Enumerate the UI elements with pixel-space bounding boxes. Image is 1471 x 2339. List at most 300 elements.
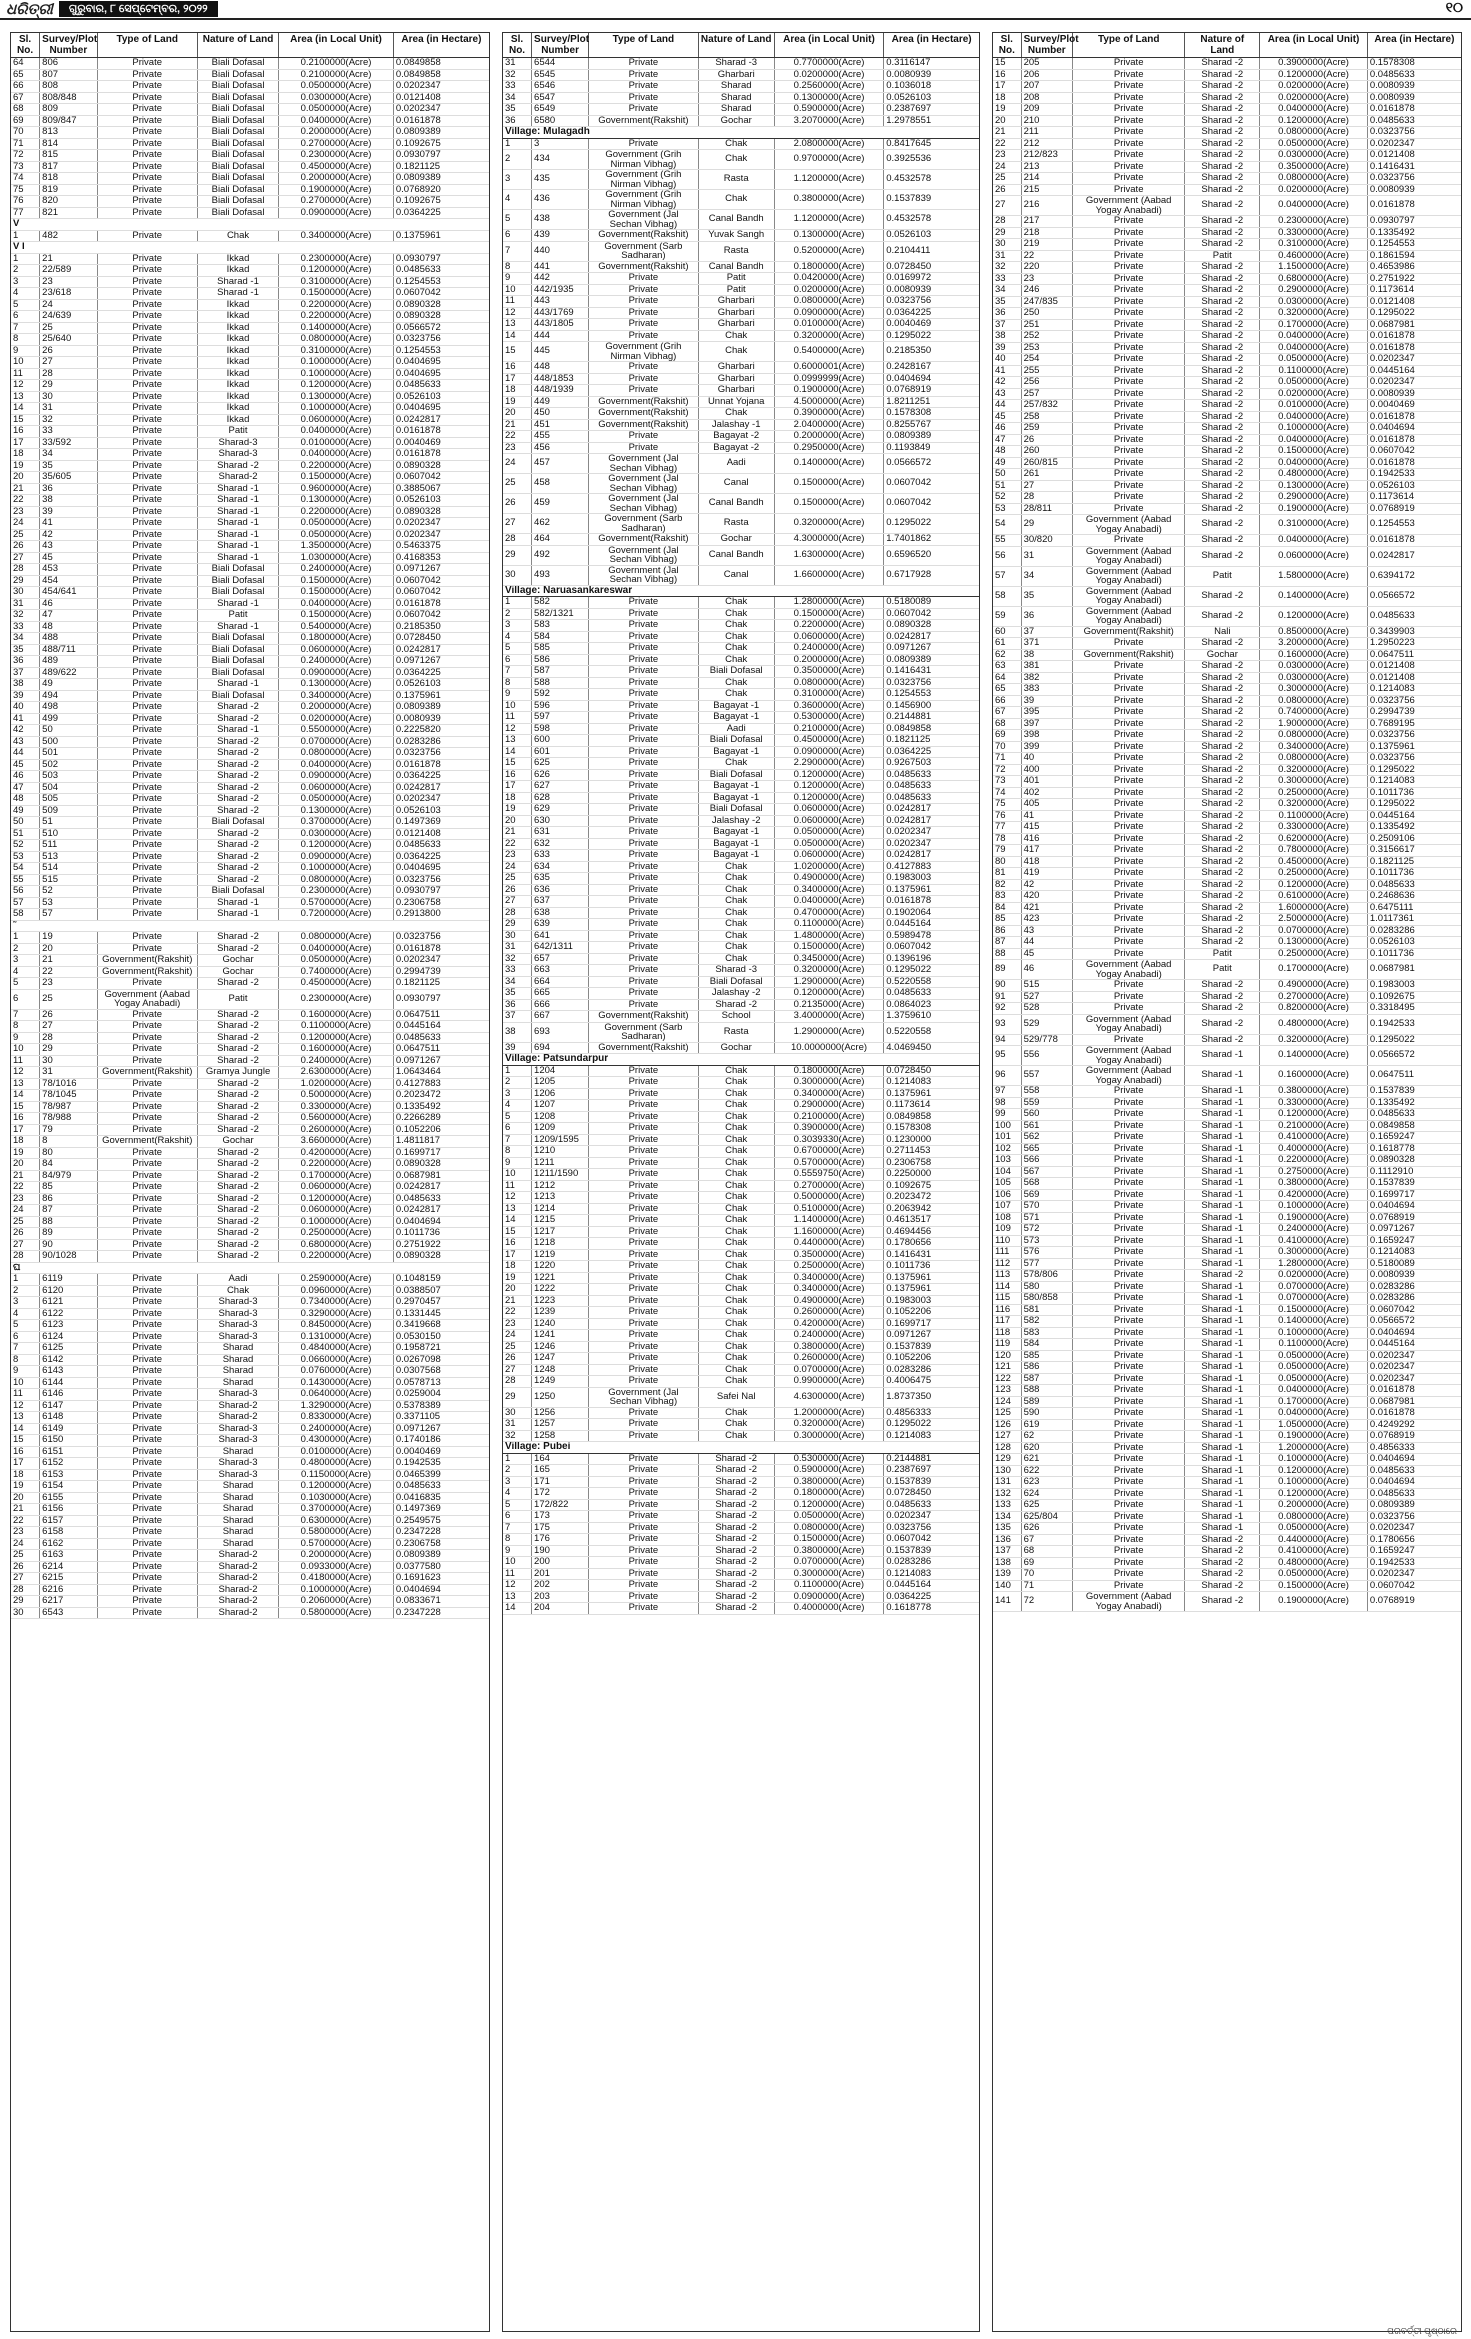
area-hectare: 0.3156617 — [1367, 845, 1461, 857]
plot-number: 399 — [1021, 741, 1072, 753]
land-nature: Biali Dofasal — [197, 138, 278, 150]
area-local-unit: 0.3800000(Acre) — [774, 190, 883, 210]
plot-number: 215 — [1021, 184, 1072, 196]
land-nature: Sharad -2 — [197, 1251, 278, 1263]
table-row — [503, 1295, 979, 1307]
serial-number: 134 — [993, 1511, 1021, 1523]
area-hectare: 1.8737350 — [884, 1387, 979, 1407]
land-type: Private — [589, 1249, 698, 1261]
area-local-unit: 0.0100000(Acre) — [279, 1446, 394, 1458]
table-row — [11, 817, 489, 829]
serial-number: 86 — [993, 925, 1021, 937]
area-hectare: 0.0202347 — [393, 955, 489, 967]
land-type: Private — [97, 1596, 197, 1608]
land-nature: Sharad -2 — [197, 1170, 278, 1182]
area-hectare: 0.1699717 — [1367, 1189, 1461, 1201]
area-hectare: 0.1052206 — [884, 1353, 979, 1365]
land-type: Private — [97, 863, 197, 875]
land-type: Private — [589, 1488, 698, 1500]
area-hectare: 0.1983003 — [884, 873, 979, 885]
plot-number: 206 — [1021, 69, 1072, 81]
table-row — [993, 1419, 1461, 1431]
area-hectare: 0.0647511 — [1367, 1066, 1461, 1086]
area-hectare: 0.0080939 — [1367, 92, 1461, 104]
plot-number: 488 — [40, 633, 97, 645]
area-hectare: 0.0283286 — [393, 736, 489, 748]
table-row — [503, 58, 979, 70]
table-row — [503, 804, 979, 816]
table-row — [11, 1044, 489, 1056]
land-type: Private — [97, 1469, 197, 1481]
table-row — [11, 518, 489, 530]
land-type: Private — [97, 380, 197, 392]
land-type: Private — [97, 656, 197, 668]
area-local-unit: 0.0500000(Acre) — [1260, 1373, 1368, 1385]
area-hectare: 0.1011736 — [1367, 787, 1461, 799]
land-nature: Sharad — [197, 1377, 278, 1389]
table-row — [503, 1111, 979, 1123]
area-hectare: 0.0864023 — [884, 999, 979, 1011]
serial-number: 97 — [993, 1086, 1021, 1098]
table-row — [993, 1235, 1461, 1247]
serial-number: 83 — [993, 891, 1021, 903]
serial-number: 100 — [993, 1120, 1021, 1132]
land-nature: Chak — [698, 689, 774, 701]
plot-number: 451 — [532, 419, 589, 431]
plot-number: 580 — [1021, 1281, 1072, 1293]
area-local-unit: 3.4000000(Acre) — [774, 1011, 883, 1023]
serial-number: 8 — [11, 1021, 40, 1033]
area-hectare: 4.0469450 — [884, 1042, 979, 1054]
land-nature: Biali Dofasal — [197, 656, 278, 668]
area-local-unit: 0.3500000(Acre) — [774, 1249, 883, 1261]
land-type: Private — [97, 288, 197, 300]
land-type: Private — [589, 385, 698, 397]
plot-number: 489 — [40, 656, 97, 668]
area-local-unit: 0.0200000(Acre) — [279, 713, 394, 725]
serial-number: 62 — [993, 649, 1021, 661]
table-row — [11, 414, 489, 426]
plot-number: 448/1853 — [532, 373, 589, 385]
table-row — [503, 965, 979, 977]
land-nature: Sharad -2 — [1185, 58, 1260, 70]
area-local-unit: 0.0800000(Acre) — [1260, 753, 1368, 765]
table-row — [11, 598, 489, 610]
area-local-unit: 0.2400000(Acre) — [279, 564, 394, 576]
serial-number: 90 — [993, 980, 1021, 992]
area-hectare: 0.2250000 — [884, 1169, 979, 1181]
table-row — [503, 792, 979, 804]
area-local-unit: 0.2000000(Acre) — [279, 1550, 394, 1562]
table-row — [11, 472, 489, 484]
table-row — [11, 874, 489, 886]
table-row — [11, 81, 489, 93]
land-type: Private — [97, 1285, 197, 1297]
land-type: Government (Aabad Yogay Anabadi) — [97, 989, 197, 1009]
plot-number: 583 — [532, 620, 589, 632]
table-row — [503, 545, 979, 565]
land-nature: Sharad -2 — [197, 1228, 278, 1240]
serial-number: 6 — [503, 1511, 532, 1523]
land-type: Private — [1073, 480, 1185, 492]
table-row — [993, 1454, 1461, 1466]
table-row — [993, 980, 1461, 992]
land-type: Private — [1073, 535, 1185, 547]
serial-number: 13 — [503, 735, 532, 747]
land-type: Private — [589, 330, 698, 342]
land-nature: Biali Dofasal — [197, 150, 278, 162]
land-type: Private — [97, 978, 197, 990]
land-nature: Sharad -2 — [197, 1044, 278, 1056]
table-row — [503, 1511, 979, 1523]
land-type: Private — [1073, 115, 1185, 127]
serial-number: 7 — [11, 1009, 40, 1021]
serial-number: 112 — [993, 1258, 1021, 1270]
area-local-unit: 0.3700000(Acre) — [279, 817, 394, 829]
table-row — [11, 1193, 489, 1205]
area-local-unit: 0.3450000(Acre) — [774, 953, 883, 965]
land-type: Private — [97, 1147, 197, 1159]
area-hectare: 0.0809389 — [393, 127, 489, 139]
area-hectare: 0.0485633 — [393, 265, 489, 277]
land-type: Private — [589, 1077, 698, 1089]
serial-number: 27 — [503, 514, 532, 534]
area-hectare: 0.1416431 — [1367, 161, 1461, 173]
serial-number: 136 — [993, 1534, 1021, 1546]
land-nature: Chak — [698, 1407, 774, 1419]
area-local-unit: 0.0500000(Acre) — [1260, 1362, 1368, 1374]
land-type: Private — [589, 988, 698, 1000]
area-hectare: 0.7689195 — [1367, 718, 1461, 730]
table-row — [993, 1120, 1461, 1132]
serial-number: 59 — [993, 606, 1021, 626]
serial-number: 29 — [503, 545, 532, 565]
serial-number: 20 — [11, 1159, 40, 1171]
area-hectare: 0.1691623 — [393, 1573, 489, 1585]
land-type: Private — [1073, 377, 1185, 389]
land-nature: Sharad -2 — [1185, 377, 1260, 389]
land-type: Private — [589, 284, 698, 296]
table-row — [993, 753, 1461, 765]
area-local-unit: 0.0700000(Acre) — [279, 736, 394, 748]
serial-number: 5 — [503, 1499, 532, 1511]
serial-number: 35 — [993, 296, 1021, 308]
plot-number: 566 — [1021, 1155, 1072, 1167]
serial-number: 81 — [993, 868, 1021, 880]
serial-number: 14 — [11, 1423, 40, 1435]
table-row — [11, 644, 489, 656]
area-hectare: 0.2185350 — [884, 342, 979, 362]
area-hectare: 0.0526103 — [1367, 480, 1461, 492]
table-row — [503, 1499, 979, 1511]
serial-number: 22 — [11, 1182, 40, 1194]
area-hectare: 0.0849858 — [884, 1111, 979, 1123]
table-row — [503, 884, 979, 896]
area-hectare: 0.0161878 — [1367, 196, 1461, 216]
plot-number: 416 — [1021, 833, 1072, 845]
land-nature: Chak — [698, 608, 774, 620]
plot-number: 205 — [1021, 58, 1072, 70]
land-type: Government(Rakshit) — [589, 396, 698, 408]
land-nature: Sharad -2 — [1185, 273, 1260, 285]
table-row — [503, 431, 979, 443]
serial-number: 15 — [503, 1226, 532, 1238]
area-hectare: 0.1375961 — [393, 230, 489, 242]
serial-number: 35 — [503, 988, 532, 1000]
plot-number: 559 — [1021, 1097, 1072, 1109]
plot-number: 45 — [1021, 948, 1072, 960]
land-nature: Sharad -2 — [1185, 891, 1260, 903]
table-row — [503, 241, 979, 261]
plot-number: 504 — [40, 782, 97, 794]
area-local-unit: 0.0900000(Acre) — [774, 307, 883, 319]
area-hectare: 0.0607042 — [393, 610, 489, 622]
area-local-unit: 0.1000000(Acre) — [279, 403, 394, 415]
area-local-unit: 2.2900000(Acre) — [774, 758, 883, 770]
area-local-unit: 0.0200000(Acre) — [1260, 388, 1368, 400]
area-local-unit: 0.4500000(Acre) — [279, 978, 394, 990]
table-row — [503, 69, 979, 81]
plot-number: 400 — [1021, 764, 1072, 776]
page-header — [0, 0, 1471, 20]
table-row — [11, 1113, 489, 1125]
area-local-unit: 0.0800000(Acre) — [279, 748, 394, 760]
table-row — [11, 989, 489, 1009]
area-hectare: 0.1396196 — [884, 953, 979, 965]
land-nature: Chak — [698, 1261, 774, 1273]
area-local-unit: 1.1200000(Acre) — [774, 170, 883, 190]
area-hectare: 0.0202347 — [393, 794, 489, 806]
plot-number: 25/640 — [40, 334, 97, 346]
area-local-unit: 0.0500000(Acre) — [1260, 1569, 1368, 1581]
land-type: Private — [1073, 1477, 1185, 1489]
land-type: Private — [589, 1499, 698, 1511]
land-nature: Chak — [698, 1088, 774, 1100]
table-row — [11, 495, 489, 507]
table-row — [993, 216, 1461, 228]
land-type: Private — [97, 127, 197, 139]
area-hectare: 0.0930797 — [393, 253, 489, 265]
land-nature: School — [698, 1011, 774, 1023]
area-hectare: 0.0566572 — [884, 454, 979, 474]
land-type: Private — [97, 1435, 197, 1447]
area-local-unit: 0.1500000(Acre) — [279, 587, 394, 599]
land-nature: Biali Dofasal — [197, 667, 278, 679]
serial-number: 9 — [503, 273, 532, 285]
plot-number: 219 — [1021, 239, 1072, 251]
area-hectare: 0.0728450 — [884, 1488, 979, 1500]
land-type: Government (Aabad Yogay Anabadi) — [1073, 606, 1185, 626]
table-row — [11, 1308, 489, 1320]
plot-number: 8 — [40, 1136, 97, 1148]
land-nature: Biali Dofasal — [197, 886, 278, 898]
area-local-unit: 0.0300000(Acre) — [279, 92, 394, 104]
serial-number: 9 — [11, 345, 40, 357]
land-nature: Chak — [698, 1192, 774, 1204]
land-type: Private — [1073, 879, 1185, 891]
plot-number: 20 — [40, 943, 97, 955]
area-local-unit: 0.1000000(Acre) — [1260, 1327, 1368, 1339]
table-row — [11, 506, 489, 518]
column-header: Nature of Land — [698, 33, 774, 58]
table-row — [993, 1569, 1461, 1581]
serial-number: 21 — [503, 419, 532, 431]
area-hectare: 0.0364225 — [393, 771, 489, 783]
serial-number: 125 — [993, 1408, 1021, 1420]
table-row — [993, 250, 1461, 262]
area-local-unit: 0.1100000(Acre) — [1260, 810, 1368, 822]
land-nature: Sharad -2 — [1185, 1569, 1260, 1581]
area-local-unit: 1.0500000(Acre) — [1260, 1419, 1368, 1431]
table-row — [11, 161, 489, 173]
land-type: Private — [97, 1550, 197, 1562]
area-local-unit: 0.2000000(Acre) — [774, 654, 883, 666]
serial-number: 111 — [993, 1247, 1021, 1259]
area-local-unit: 0.0900000(Acre) — [279, 851, 394, 863]
plot-number: 1249 — [532, 1376, 589, 1388]
area-hectare: 0.2023472 — [884, 1192, 979, 1204]
land-type: Private — [589, 1364, 698, 1376]
area-local-unit: 0.2200000(Acre) — [1260, 1155, 1368, 1167]
area-local-unit: 0.8330000(Acre) — [279, 1412, 394, 1424]
area-hectare: 0.0388507 — [393, 1285, 489, 1297]
area-local-unit: 0.6800000(Acre) — [279, 1239, 394, 1251]
land-nature: Gharbari — [698, 296, 774, 308]
table-row — [993, 1224, 1461, 1236]
plot-number: 78/988 — [40, 1113, 97, 1125]
serial-number: 21 — [11, 1170, 40, 1182]
table-row — [11, 1067, 489, 1079]
table-row — [993, 388, 1461, 400]
plot-number: 620 — [1021, 1442, 1072, 1454]
serial-number: 23 — [503, 442, 532, 454]
table-row — [11, 713, 489, 725]
table-row — [993, 227, 1461, 239]
table-row — [993, 1477, 1461, 1489]
table-row — [503, 104, 979, 116]
area-hectare: 0.0890328 — [1367, 1155, 1461, 1167]
land-nature: Chak — [698, 1272, 774, 1284]
table-row — [11, 104, 489, 116]
plot-number: 23 — [40, 276, 97, 288]
area-local-unit: 1.0200000(Acre) — [774, 861, 883, 873]
serial-number: 9 — [503, 1545, 532, 1557]
plot-number: 79 — [40, 1124, 97, 1136]
land-type: Private — [97, 702, 197, 714]
land-nature: Sharad -2 — [1185, 127, 1260, 139]
land-type: Private — [589, 1353, 698, 1365]
area-local-unit: 0.4200000(Acre) — [774, 1318, 883, 1330]
table-header-row — [11, 33, 489, 58]
land-nature: Chak — [698, 1077, 774, 1089]
plot-number: 21 — [40, 955, 97, 967]
table-row — [993, 1431, 1461, 1443]
area-local-unit: 0.0400000(Acre) — [1260, 196, 1368, 216]
area-hectare: 0.1659247 — [1367, 1546, 1461, 1558]
table-header-row — [993, 33, 1461, 58]
plot-number: 39 — [40, 506, 97, 518]
area-local-unit: 0.5200000(Acre) — [774, 241, 883, 261]
land-type: Private — [1073, 127, 1185, 139]
table-row — [503, 758, 979, 770]
plot-number: 1207 — [532, 1100, 589, 1112]
land-type: Private — [589, 1100, 698, 1112]
area-hectare: 0.0485633 — [1367, 879, 1461, 891]
land-nature: Sharad -2 — [197, 943, 278, 955]
area-hectare: 0.0607042 — [1367, 1580, 1461, 1592]
serial-number: 20 — [503, 408, 532, 420]
area-hectare: 0.3885067 — [393, 483, 489, 495]
land-type: Government (Sarb Sadharan) — [589, 241, 698, 261]
column-header: Area (in Hectare) — [1367, 33, 1461, 58]
land-nature: Sharad -1 — [1185, 1523, 1260, 1535]
table-row — [993, 649, 1461, 661]
serial-number: 6 — [503, 230, 532, 242]
area-local-unit: 0.0800000(Acre) — [1260, 127, 1368, 139]
land-type: Private — [1073, 1034, 1185, 1046]
area-hectare: 0.0307568 — [393, 1366, 489, 1378]
area-local-unit: 0.7200000(Acre) — [279, 909, 394, 921]
plot-number: 208 — [1021, 92, 1072, 104]
serial-number: 23 — [503, 850, 532, 862]
area-hectare: 0.1214083 — [884, 1077, 979, 1089]
serial-number: 1 — [503, 1453, 532, 1465]
land-schedule-table — [993, 33, 1461, 1612]
land-type: Private — [97, 932, 197, 944]
area-local-unit: 0.4800000(Acre) — [1260, 469, 1368, 481]
table-row — [993, 606, 1461, 626]
plot-number: 26 — [1021, 434, 1072, 446]
land-nature: Sharad -2 — [698, 1591, 774, 1603]
area-hectare: 0.1375961 — [884, 884, 979, 896]
serial-number: 84 — [993, 902, 1021, 914]
serial-number: 117 — [993, 1316, 1021, 1328]
land-type: Government (Grih Nirman Vibhag) — [589, 150, 698, 170]
plot-number: 598 — [532, 723, 589, 735]
land-nature: Sharad -1 — [1185, 1046, 1260, 1066]
area-local-unit: 0.1300000(Acre) — [1260, 480, 1368, 492]
area-hectare: 0.0283286 — [884, 1557, 979, 1569]
land-type: Government(Rakshit) — [589, 419, 698, 431]
area-hectare: 0.1092675 — [884, 1180, 979, 1192]
area-local-unit: 0.2700000(Acre) — [279, 196, 394, 208]
land-nature: Sharad -2 — [197, 1009, 278, 1021]
table-row — [11, 633, 489, 645]
plot-number: 622 — [1021, 1465, 1072, 1477]
land-type: Private — [589, 1192, 698, 1204]
land-type: Government (Grih Nirman Vibhag) — [589, 170, 698, 190]
table-row — [503, 1100, 979, 1112]
table-row — [503, 1157, 979, 1169]
area-local-unit: 0.1000000(Acre) — [279, 357, 394, 369]
table-row — [11, 483, 489, 495]
area-local-unit: 0.3100000(Acre) — [1260, 239, 1368, 251]
serial-number: 34 — [993, 285, 1021, 297]
serial-number: 2 — [503, 150, 532, 170]
land-type: Private — [589, 804, 698, 816]
table-row — [993, 822, 1461, 834]
area-hectare: 0.2509106 — [1367, 833, 1461, 845]
area-local-unit: 0.0600000(Acre) — [279, 1205, 394, 1217]
land-type: Private — [1073, 1258, 1185, 1270]
land-type: Private — [97, 1009, 197, 1021]
table-row — [11, 1515, 489, 1527]
plot-number: 6154 — [40, 1481, 97, 1493]
plot-number: 402 — [1021, 787, 1072, 799]
column-header: Sl. No. — [503, 33, 532, 58]
serial-number: 27 — [503, 896, 532, 908]
table-row — [11, 828, 489, 840]
